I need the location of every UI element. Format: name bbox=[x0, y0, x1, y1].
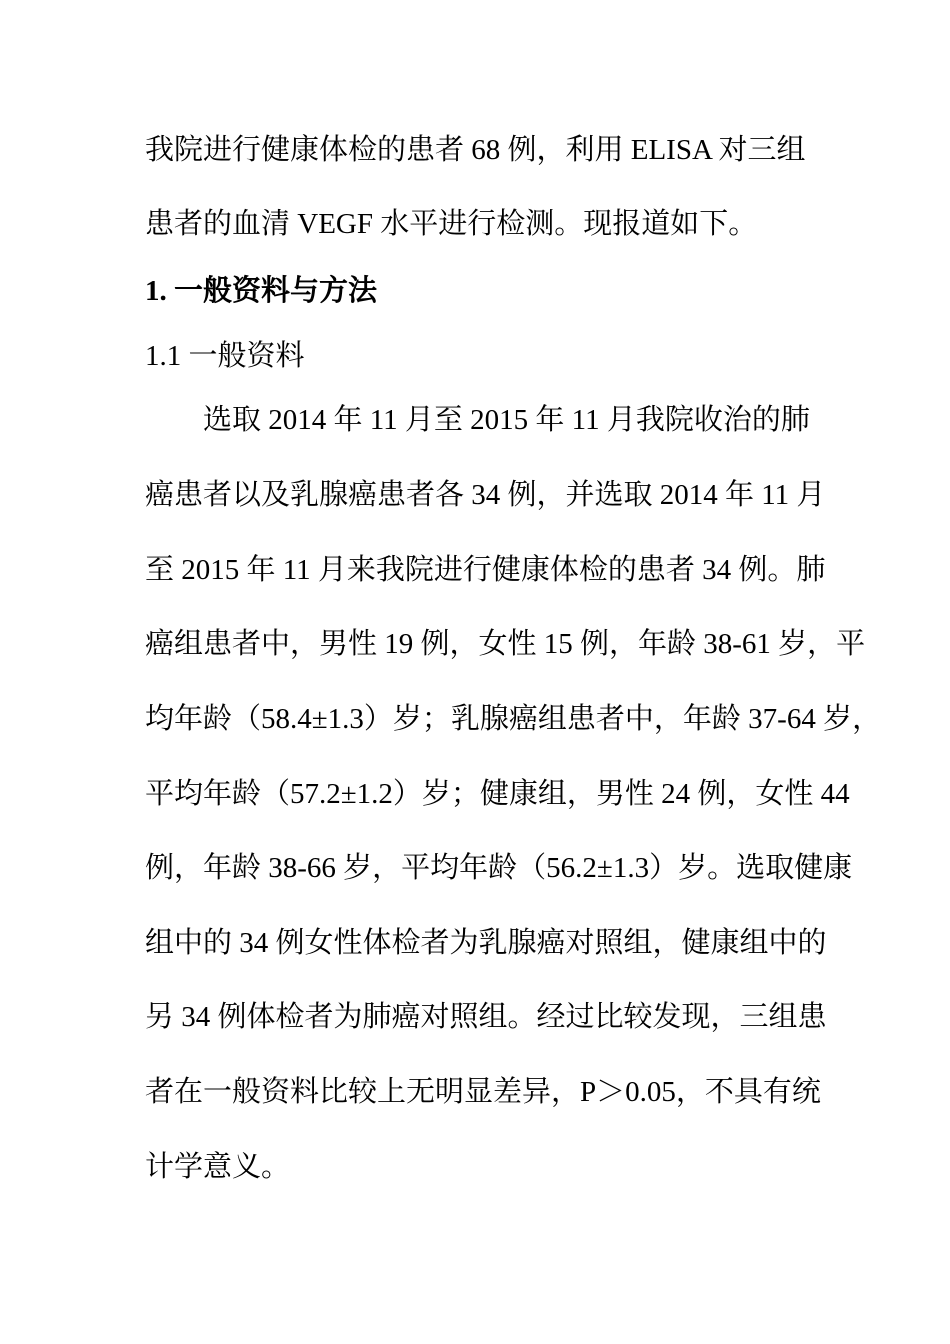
body-line-8: 组中的 34 例女性体检者为乳腺癌对照组，健康组中的 bbox=[145, 927, 827, 959]
body-line-4: 癌组患者中，男性 19 例，女性 15 例，年龄 38-61 岁，平 bbox=[145, 628, 866, 660]
section-heading: 1. 一般资料与方法 bbox=[145, 275, 378, 307]
body-line-5: 均年龄（58.4±1.3）岁；乳腺癌组患者中，年龄 37-64 岁， bbox=[145, 703, 882, 735]
body-line-11: 计学意义。 bbox=[145, 1151, 291, 1183]
subsection-heading: 1.1 一般资料 bbox=[145, 340, 305, 372]
body-line-2: 癌患者以及乳腺癌患者各 34 例，并选取 2014 年 11 月 bbox=[145, 479, 826, 511]
body-line-6: 平均年龄（57.2±1.2）岁；健康组，男性 24 例，女性 44 bbox=[145, 778, 850, 810]
intro-line-1: 我院进行健康体检的患者 68 例，利用 ELISA 对三组 bbox=[145, 134, 806, 166]
body-line-1: 选取 2014 年 11 月至 2015 年 11 月我院收治的肺 bbox=[203, 404, 810, 436]
body-line-3: 至 2015 年 11 月来我院进行健康体检的患者 34 例。肺 bbox=[145, 554, 826, 586]
intro-line-2: 患者的血清 VEGF 水平进行检测。现报道如下。 bbox=[145, 208, 758, 240]
body-line-10: 者在一般资料比较上无明显差异，P＞0.05，不具有统 bbox=[145, 1076, 821, 1108]
body-line-7: 例，年龄 38-66 岁，平均年龄（56.2±1.3）岁。选取健康 bbox=[145, 852, 853, 884]
body-line-9: 另 34 例体检者为肺癌对照组。经过比较发现，三组患 bbox=[145, 1001, 827, 1033]
